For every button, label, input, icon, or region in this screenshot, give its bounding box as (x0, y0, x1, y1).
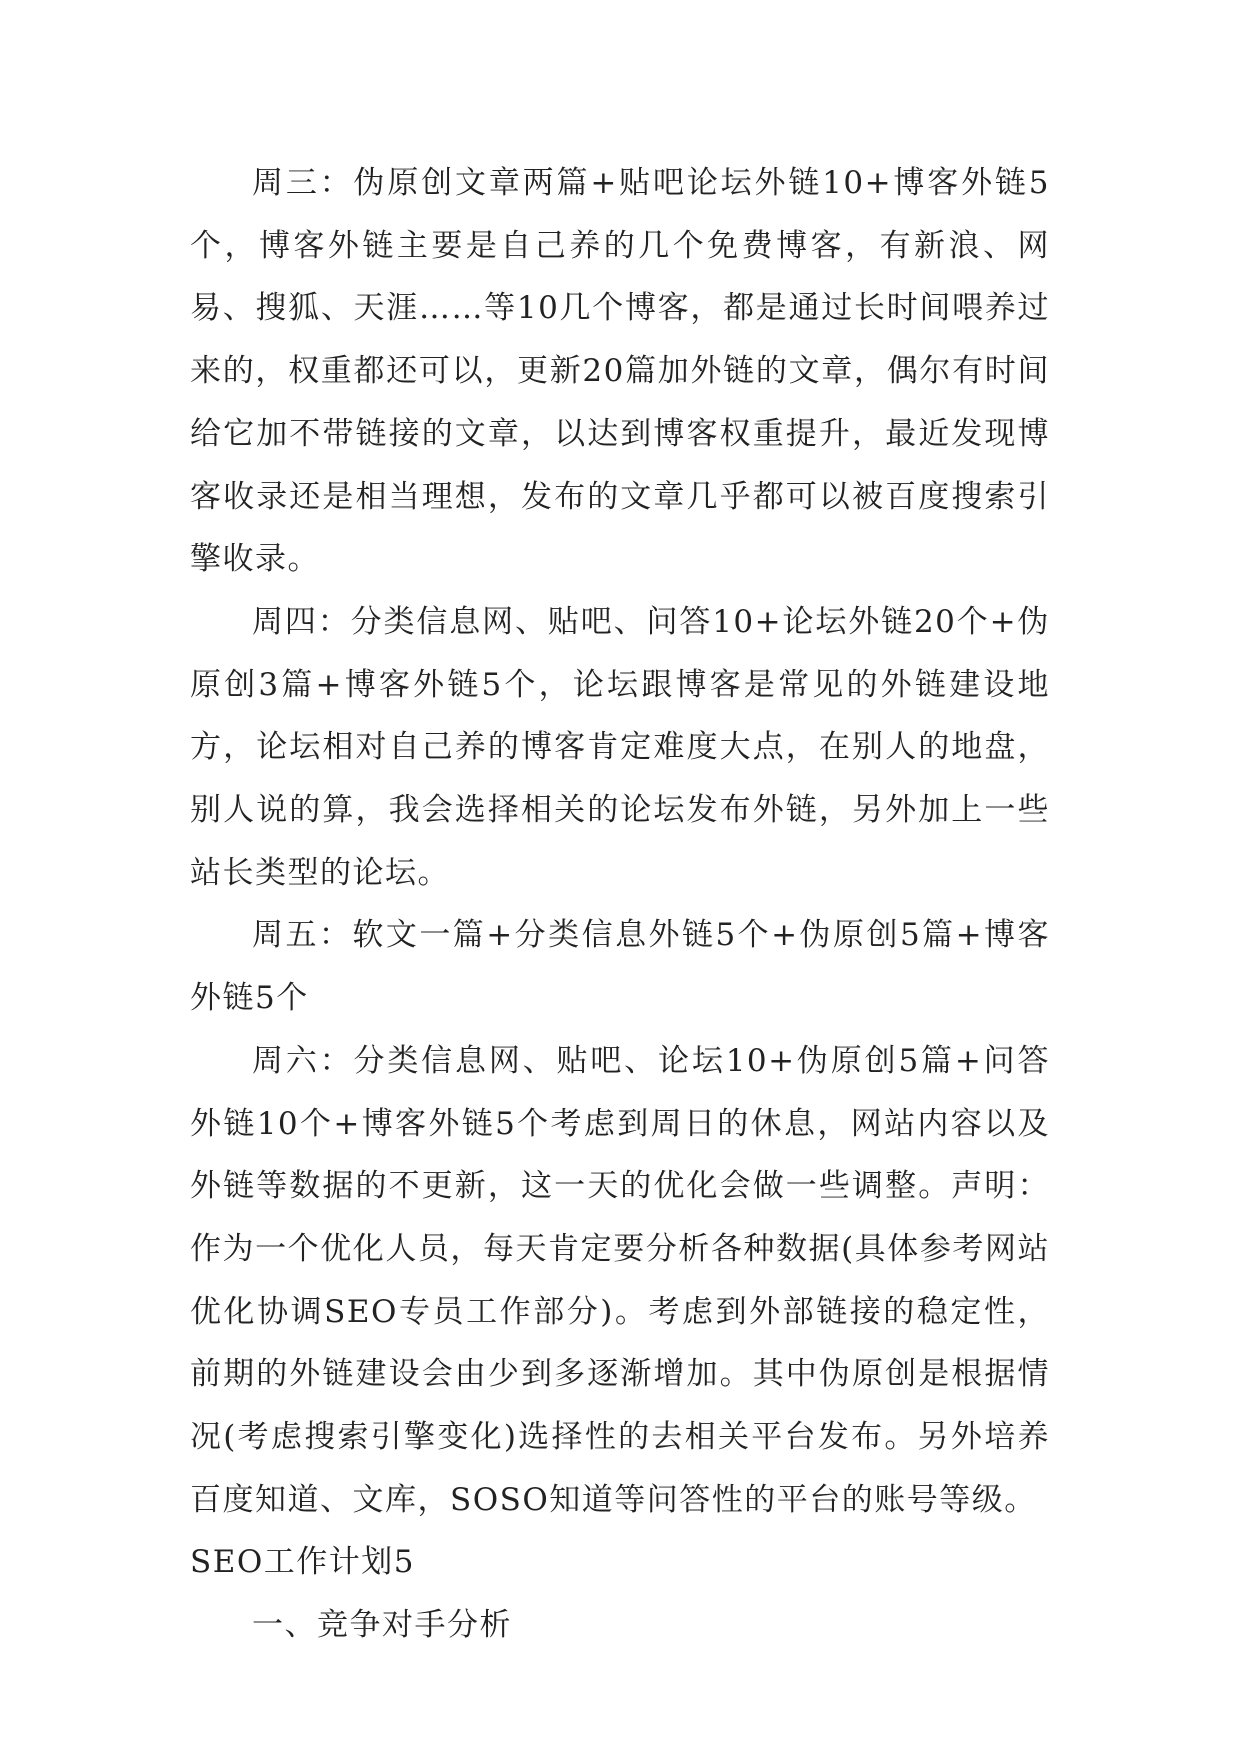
paragraph-thursday: 周四：分类信息网、贴吧、问答10+论坛外链20个+伪原创3篇+博客外链5个，论坛跟博客是常见的外链建设地方，论坛相对自己养的博客肯定难度大点，在别人的地盘，别人说的算，我会选择相关的论坛发布外链，另外加上一些站长类型的论坛。 (190, 603, 1050, 891)
paragraph-wednesday: 周三：伪原创文章两篇+贴吧论坛外链10+博客外链5个，博客外链主要是自己养的几个免费博客，有新浪、网易、搜狐、天涯……等10几个博客，都是通过长时间喂养过来的，权重都还可以，更新20篇加外链的文章，偶尔有时间给它加不带链接的文章，以达到博客权重提升，最近发现博客收录还是相当理想，发布的文章几乎都可以被百度搜索引擎收录。 (190, 165, 1050, 578)
paragraph-saturday: 周六：分类信息网、贴吧、论坛10+伪原创5篇+问答外链10个+博客外链5个考虑到周日的休息，网站内容以及外链等数据的不更新，这一天的优化会做一些调整。声明：作为一个优化人员，每天肯定要分析各种数据(具体参考网站优化协调SEO专员工作部分)。考虑到外部链接的稳定性，前期的外链建设会由少到多逐渐增加。其中伪原创是根据情况(考虑搜索引擎变化)选择性的去相关平台发布。另外培养百度知道、文库，SOSO知道等问答性的平台的账号等级。 (190, 1042, 1050, 1518)
document-body (190, 152, 1050, 1657)
subsection-heading: 一、竞争对手分析 (252, 1607, 512, 1644)
section-heading: SEO工作计划5 (190, 1544, 416, 1581)
paragraph-friday: 周五：软文一篇+分类信息外链5个+伪原创5篇+博客外链5个 (190, 917, 1050, 1017)
